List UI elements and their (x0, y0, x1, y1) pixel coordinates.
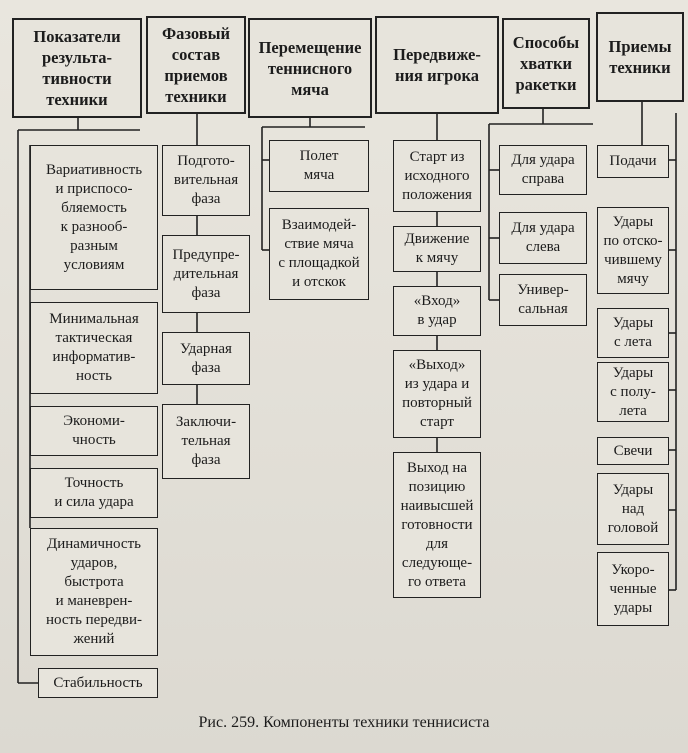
col1-item-stability: Стабильность (38, 668, 158, 698)
col2-item-final: Заключи- тельная фаза (162, 404, 250, 479)
col3-item-ball-flight: Полет мяча (269, 140, 369, 192)
col4-item-ready-position: Выход на позицию наивысшей готовности для следующе- го ответа (393, 452, 481, 598)
header-col2: Фазовый состав приемов техники (146, 16, 246, 114)
col6-item-drop-shots: Укоро- ченные удары (597, 552, 669, 626)
col6-item-volleys: Удары с лета (597, 308, 669, 358)
col5-item-universal: Универ- сальная (499, 274, 587, 326)
col4-item-start: Старт из исходного положения (393, 140, 481, 212)
header-col3: Перемещение теннисного мяча (248, 18, 372, 118)
header-col4: Передвиже- ния игрока (375, 16, 499, 114)
col6-item-half-volleys: Удары с полу- лета (597, 362, 669, 422)
col1-item-economy: Экономи- чность (30, 406, 158, 456)
header-col6: Приемы техники (596, 12, 684, 102)
col2-item-strike: Ударная фаза (162, 332, 250, 385)
col1-item-min-tactical-informativeness: Минимальная тактическая информатив- ность (30, 302, 158, 394)
col4-item-exit: «Выход» из удара и повторный старт (393, 350, 481, 438)
col3-item-ball-bounce: Взаимодей- ствие мяча с площадкой и отскок (269, 208, 369, 300)
figure-caption: Рис. 259. Компоненты техники теннисиста (198, 714, 490, 731)
col5-item-backhand: Для удара слева (499, 212, 587, 264)
header-col5: Способы хватки ракетки (502, 18, 590, 109)
header-col1: Показатели результа- тивности техники (12, 18, 142, 118)
col6-item-lobs: Свечи (597, 437, 669, 465)
col5-item-forehand: Для удара справа (499, 145, 587, 195)
col4-item-entry: «Вход» в удар (393, 286, 481, 336)
col6-item-overheads: Удары над головой (597, 473, 669, 545)
col2-item-prestrike: Предупре- дительная фаза (162, 235, 250, 313)
col4-item-move: Движение к мячу (393, 226, 481, 272)
col1-item-accuracy-power: Точность и сила удара (30, 468, 158, 518)
col1-item-variability: Вариативность и приспосо- бляемость к разнооб- разным условиям (30, 145, 158, 290)
col6-item-serves: Подачи (597, 145, 669, 178)
col2-item-preparatory: Подгото- вительная фаза (162, 145, 250, 216)
col6-item-groundstrokes: Удары по отско- чившему мячу (597, 207, 669, 294)
col1-item-dynamics: Динамичность ударов, быстрота и маневрен- ность передви- жений (30, 528, 158, 656)
